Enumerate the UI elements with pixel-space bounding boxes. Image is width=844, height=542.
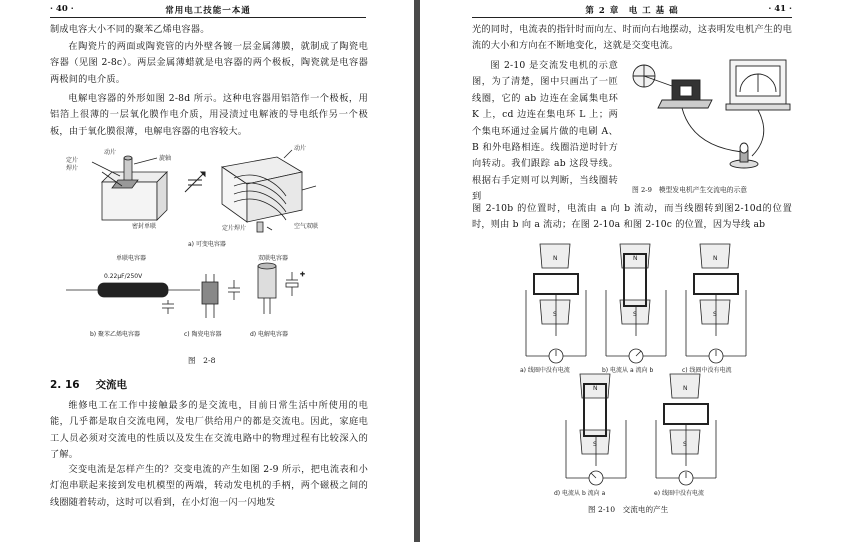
- page-number: · 41 ·: [768, 4, 792, 14]
- polystyrene-capacitor: [66, 283, 200, 314]
- figure-2-10-title: 图 2-10 交流电的产生: [588, 505, 669, 514]
- caption-d: d) 电流从 b 流向 a: [554, 490, 606, 497]
- paragraph: 电解电容器的外形如图 2-8d 所示。这种电容器用铝箔作一个极板，用铝箔上很薄的一层氧化膜作电介质，用浸渍过电解液的导电纸作另一个极板，由于氧化膜很薄，电解电容器的电容较大。: [50, 93, 368, 137]
- paragraph: 制成电容大小不同的聚苯乙烯电容器。: [50, 24, 210, 35]
- label-moving-plate-2: 动片: [294, 145, 307, 152]
- pole-n: N: [713, 255, 718, 262]
- section-title: 交流电: [95, 379, 128, 391]
- page-header: [50, 4, 366, 18]
- ceramic-capacitor: [202, 274, 240, 318]
- figure-2-8-drawing: [62, 142, 372, 362]
- paragraph: 在陶瓷片的两面或陶瓷管的内外壁各镀一层金属薄膜，就制成了陶瓷电容器（见图 2-8c）。两层金属薄蜡就是电容器的两个极板，陶瓷就是电容器两极间的电介质。: [50, 41, 368, 85]
- label-sealed-single: 密封单联: [132, 223, 157, 230]
- pole-s: S: [633, 311, 637, 318]
- page-header: [472, 4, 792, 18]
- running-title: 第 2 章 电 工 基 础: [585, 6, 679, 16]
- paragraph: 光的同时，电流表的指针时而向左、时而向右地摆动，这表明发电机产生的电流的大小和方向在不断地变化，这就是交变电流。: [472, 24, 792, 52]
- label-air-dual: 空气双联: [294, 223, 319, 230]
- figure-2-8-title: 图 2-8: [188, 356, 216, 365]
- section-heading: [50, 377, 143, 392]
- label-fixed-solder: 定片焊片: [222, 225, 247, 232]
- variable-capacitor-symbol: [185, 172, 205, 192]
- paragraph: 图 2-10b 的位置时，电流由 a 向 b 流动，而当线圈转到图2-10d的位置时，则由 b 向 a 流动；在图 2-10a 和图 2-10c 的位置，因为导线 ab: [472, 203, 792, 231]
- pole-n: N: [593, 385, 598, 392]
- caption-c: c) 陶瓷电容器: [184, 331, 222, 338]
- label-moving-plate: 动片: [104, 149, 117, 156]
- electrolytic-capacitor: [258, 263, 305, 314]
- label-dual-capacitor: 双联电容器: [258, 255, 289, 262]
- section-number: 2. 16: [50, 379, 80, 391]
- pole-n: N: [683, 385, 688, 392]
- svg-text:+: +: [300, 271, 306, 278]
- pole-s: S: [713, 311, 717, 318]
- paragraph: 维修电工在工作中接触最多的是交流电，目前日常生活中所使用的电能，几乎都是取自交流电网，发电厂供给用户的都是交流电。因此，家庭电工人员必须对交流电的性质以及发生在交流电路中的物理过程有比较深入的了解。: [50, 400, 368, 461]
- sealed-variable-capacitor: [92, 156, 167, 220]
- caption-b: b) 电流从 a 流向 b: [602, 367, 654, 374]
- label-shaft: 旋轴: [159, 155, 172, 162]
- caption-e: e) 线圈中没有电流: [654, 490, 704, 497]
- caption-a: a) 可变电容器: [188, 241, 226, 248]
- pole-s: S: [593, 441, 597, 448]
- air-dual-capacitor: [222, 150, 319, 232]
- caption-c: c) 线圈中没有电流: [682, 367, 732, 374]
- figure-2-9-drawing: [622, 56, 792, 184]
- paragraph: 交变电流是怎样产生的？交变电流的产生如图 2-9 所示，把电流表和小灯泡串联起来接到发电机模型的两端，转动发电机的手柄，两个磁极之间的线圈随着转动，这时可以看到，在小灯泡一闪一闪地发: [50, 464, 368, 508]
- pole-n: N: [633, 255, 638, 262]
- paragraph: 图 2-10 是交流发电机的示意图，为了清楚，图中只画出了一匝线圈，它的 ab 边连在金属集电环 K 上，cd 边连在集电环 L 上；两个集电环通过金属片做的电刷 A、B 和外电路相连。线圈沿逆时针方向转动。我们跟踪 ab 这段导线。根据右手定则可以判断，当线圈转到: [472, 60, 618, 203]
- caption-b: b) 聚苯乙烯电容器: [90, 331, 141, 338]
- right-page: [420, 0, 844, 542]
- caption-d: d) 电解电容器: [250, 331, 289, 338]
- caption-a: a) 线圈中没有电流: [520, 367, 570, 374]
- pole-s: S: [683, 441, 687, 448]
- left-page: [0, 0, 414, 542]
- pole-n: N: [553, 255, 558, 262]
- pole-s: S: [553, 311, 557, 318]
- capacitor-value: 0.22μF/250V: [104, 273, 143, 280]
- label-fixed-plate: 定片: [66, 157, 79, 164]
- running-title: 常用电工技能一本通: [165, 6, 251, 16]
- figure-2-10-drawing: [518, 240, 758, 502]
- figure-2-9-caption: 图 2-9 模型发电机产生交流电的示意: [632, 186, 748, 194]
- page-number: · 40 ·: [50, 4, 74, 14]
- label-single-capacitor: 单联电容器: [116, 255, 147, 262]
- label-solder-tab: 焊片: [66, 165, 79, 172]
